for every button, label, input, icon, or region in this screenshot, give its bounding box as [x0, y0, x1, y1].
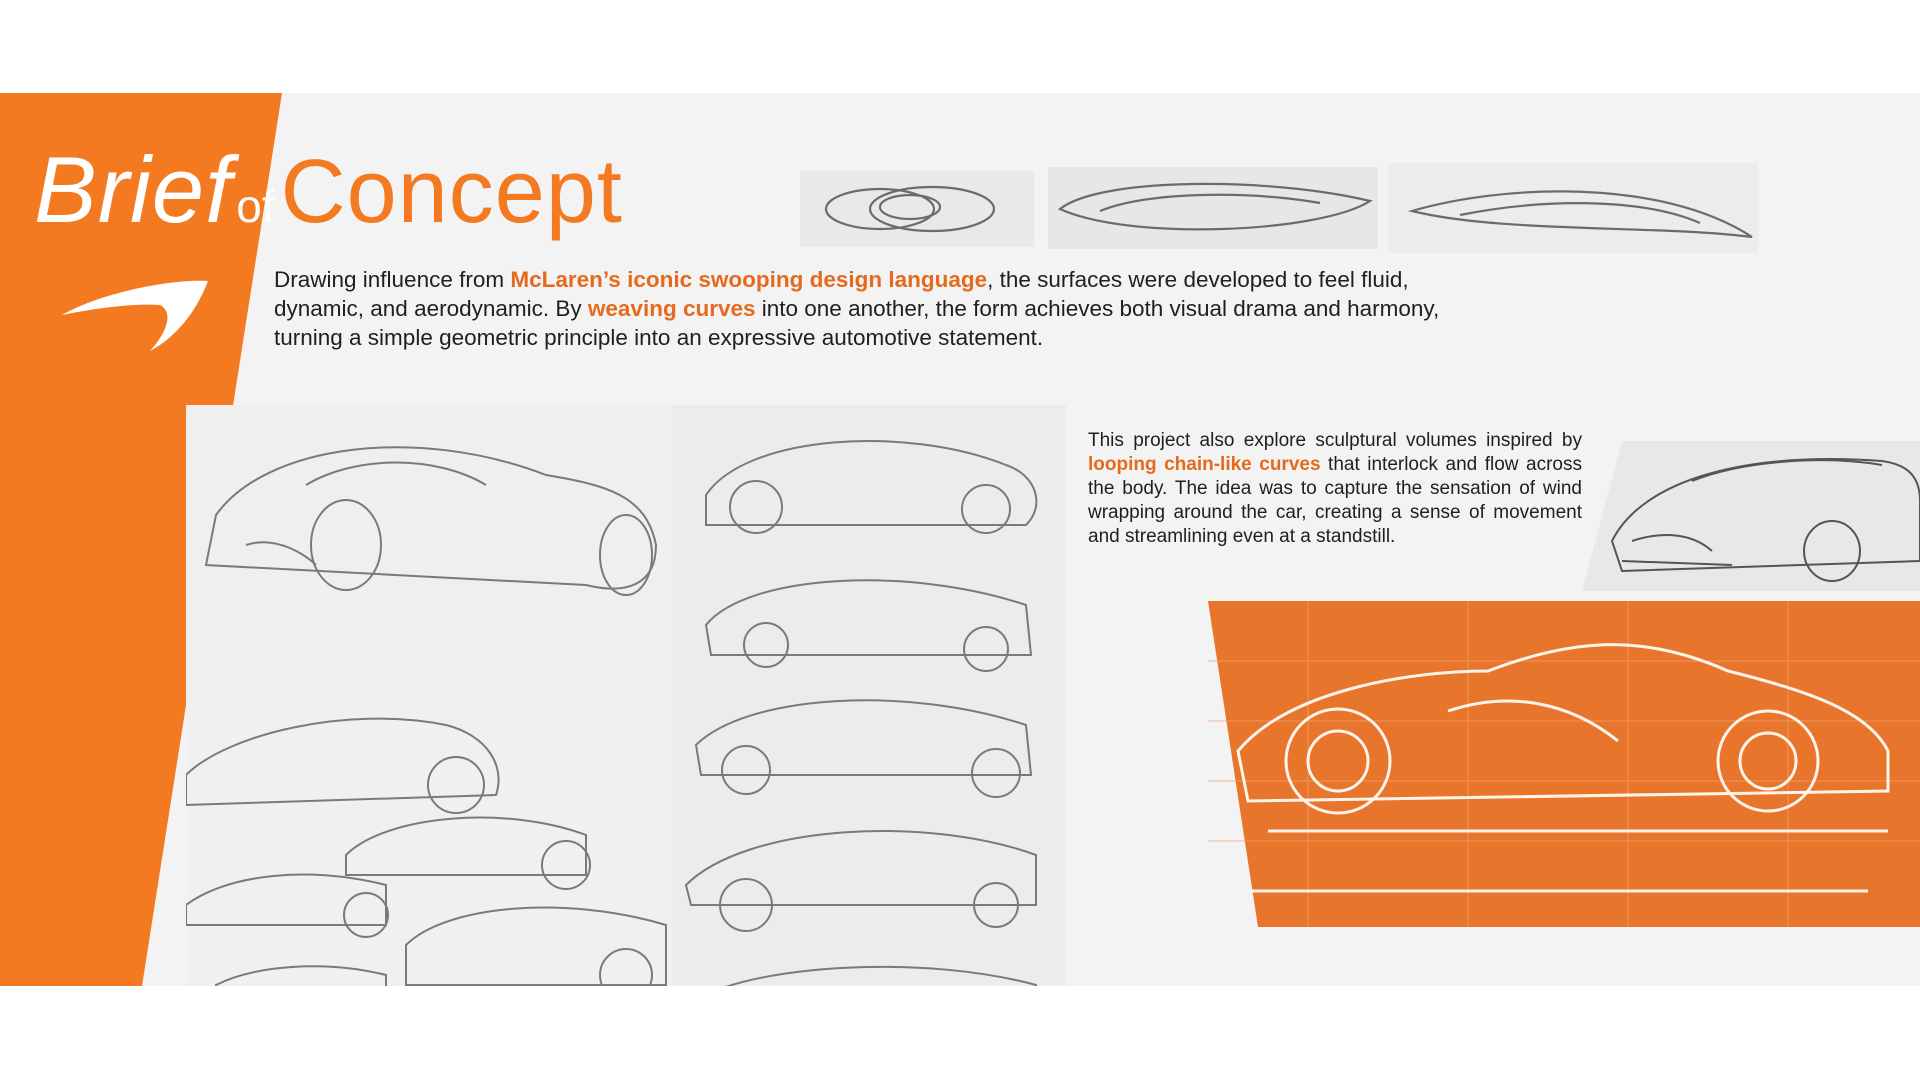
car-sketch-front	[1582, 441, 1920, 591]
detail-paragraph	[1088, 429, 1582, 549]
title-brief: Brief	[34, 137, 233, 242]
mclaren-speedmark-icon	[60, 273, 212, 351]
title-concept: Concept	[280, 142, 623, 242]
detail-highlight: looping chain-like curves	[1088, 454, 1321, 475]
loop-sketches	[800, 163, 1760, 253]
page-title	[34, 137, 623, 242]
intro-highlight-1: McLaren’s iconic swooping design language	[510, 267, 988, 292]
intro-highlight-2: weaving curves	[587, 296, 756, 321]
intro-paragraph	[274, 265, 1474, 352]
blueprint-sketch	[1208, 601, 1920, 927]
intro-text-1: Drawing influence from	[274, 267, 511, 292]
intro-text-2: , the surfaces were developed to feel fluid, dynamic, and aerodynamic. By	[274, 267, 1409, 321]
detail-text-2: that interlock and flow across the body. The idea was to capture the sensation of wind wrapping around the car, creating a sense of movement and streamlining even at a standstill.	[1088, 454, 1582, 547]
car-sketch-collage	[186, 405, 1066, 986]
detail-text-1: This project also explore sculptural volumes inspired by	[1088, 430, 1582, 451]
title-of: of	[236, 180, 275, 232]
slide	[0, 93, 1920, 986]
intro-text-3: into one another, the form achieves both visual drama and harmony, turning a simple geometric principle into an expressive automotive statement.	[274, 296, 1440, 350]
